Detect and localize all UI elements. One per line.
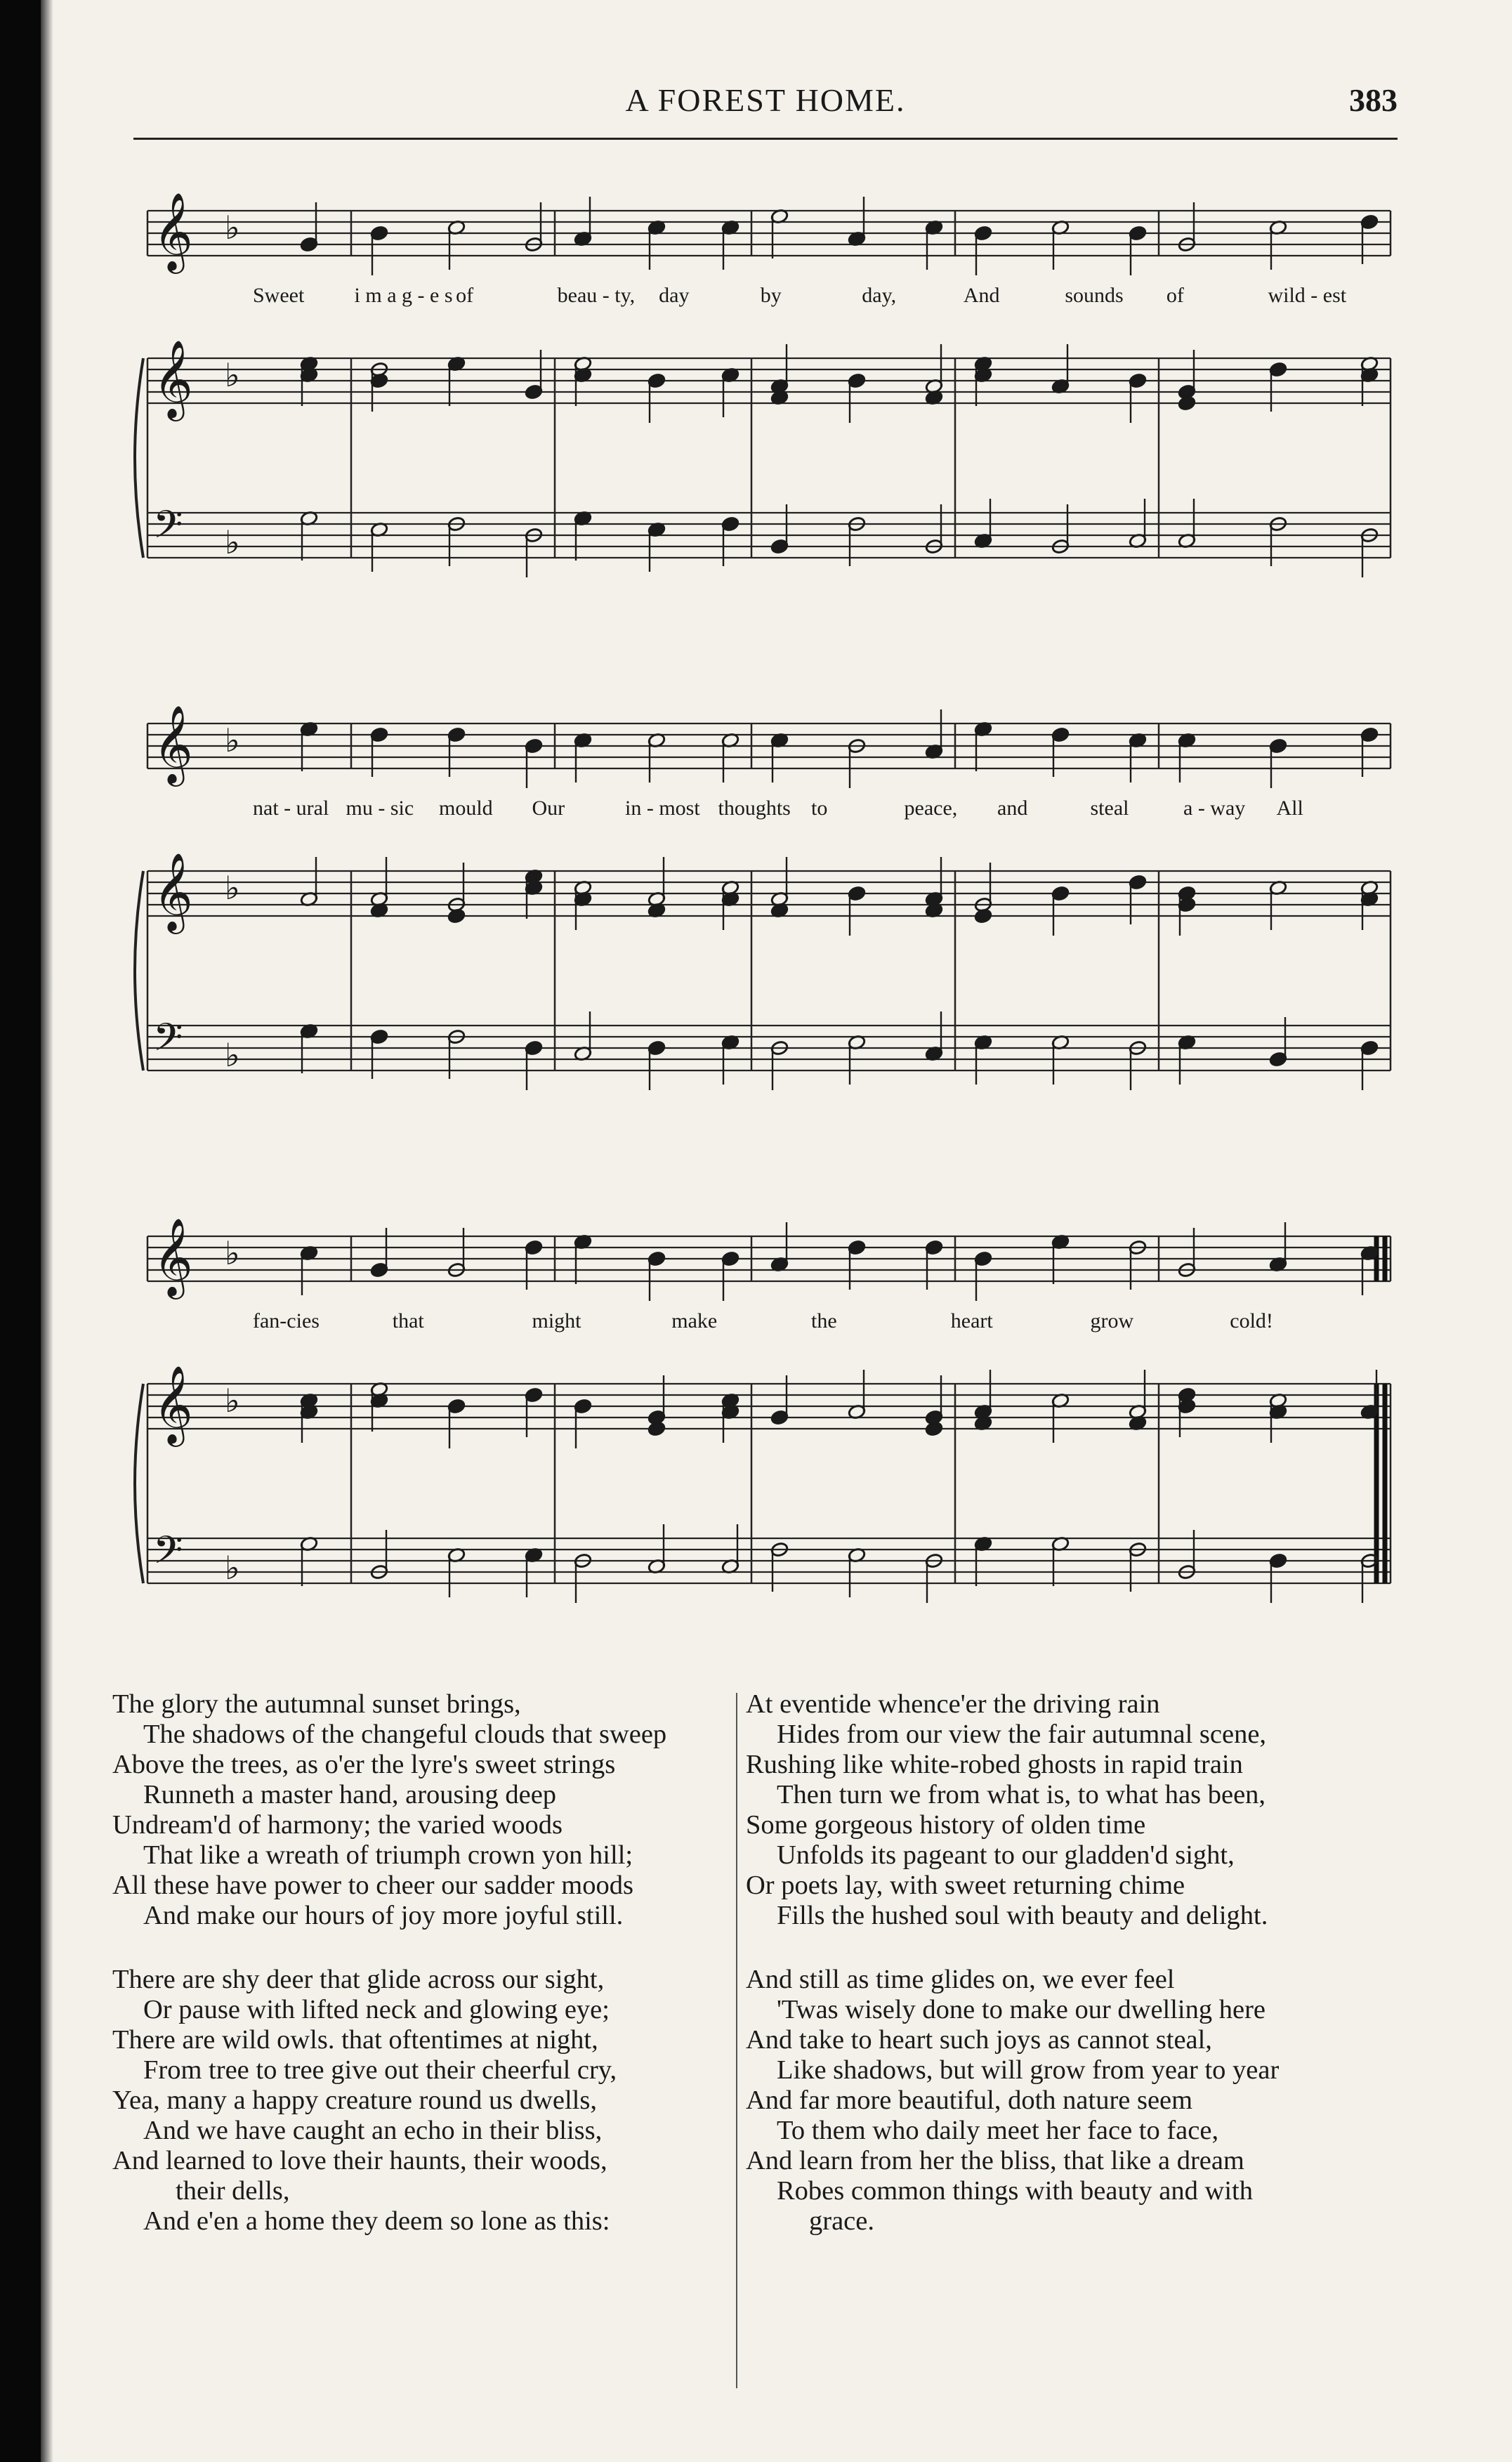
verse-line: Then turn we from what is, to what has been, — [777, 1780, 1266, 1809]
verse-line: Or poets lay, with sweet returning chime — [746, 1871, 1185, 1900]
treble-clef: 𝄞 — [153, 705, 193, 783]
verse-line: And we have caught an echo in their bliss, — [143, 2116, 603, 2145]
treble-clef: 𝄞 — [153, 1365, 193, 1443]
verse-column-left — [112, 1689, 744, 2270]
verse-line: And far more beautiful, doth nature seem — [746, 2086, 1193, 2115]
stanza — [746, 1689, 1378, 1931]
note-head — [974, 908, 992, 924]
gutter-shading — [41, 0, 53, 2462]
verse-line: Or pause with lifted neck and glowing eye; — [143, 1995, 610, 2024]
verse-line: And take to heart such joys as cannot steal, — [746, 2025, 1212, 2055]
note-head — [447, 908, 466, 924]
lyric-syllable: the — [811, 1309, 837, 1333]
stanza — [112, 1965, 744, 2237]
lyric-syllable: a - way — [1183, 797, 1246, 820]
verse-line: Some gorgeous history of olden time — [746, 1810, 1146, 1840]
lyric-syllable: make — [671, 1309, 718, 1333]
verse-line: The glory the autumnal sunset brings, — [112, 1689, 521, 1719]
verse-line: From tree to tree give out their cheerful cry, — [143, 2055, 617, 2085]
note-head — [647, 1421, 666, 1437]
lyric-syllable: by — [760, 284, 782, 307]
lyric-syllable: in - most — [625, 797, 700, 820]
lyric-syllable: that — [392, 1309, 424, 1333]
verse-line: Like shadows, but will grow from year to year — [777, 2055, 1280, 2085]
verse-line: And learned to love their haunts, their woods, — [112, 2146, 607, 2175]
poem-verses — [105, 1689, 1419, 2427]
lyric-syllable: and — [997, 797, 1028, 820]
lyric-syllable: of — [1166, 284, 1184, 307]
piano-brace — [135, 871, 143, 1070]
verse-line: Undream'd of harmony; the varied woods — [112, 1810, 563, 1840]
verse-line: Rushing like white-robed ghosts in rapid train — [746, 1750, 1243, 1779]
lyric-syllable: might — [532, 1309, 581, 1333]
lyric-syllable: All — [1276, 797, 1303, 820]
lyric-syllable: heart — [950, 1309, 993, 1333]
verse-line: All these have power to cheer our sadder moods — [112, 1871, 633, 1900]
verse-line: And make our hours of joy more joyful still. — [143, 1901, 624, 1930]
lyric-syllable: wild - est — [1268, 284, 1347, 307]
verse-line: Runneth a master hand, arousing deep — [143, 1780, 557, 1809]
lyric-syllable: Our — [532, 797, 565, 820]
key-signature-flat: ♭ — [225, 356, 240, 394]
key-signature-flat: ♭ — [225, 523, 240, 561]
verse-line: 'Twas wisely done to make our dwelling here — [777, 1995, 1266, 2024]
key-signature-flat: ♭ — [225, 1382, 240, 1420]
header-rule — [133, 138, 1398, 140]
stanza — [746, 1965, 1378, 2237]
lyric-syllable: Sweet — [253, 284, 305, 307]
bass-clef: 𝄢 — [153, 1015, 183, 1069]
treble-clef: 𝄞 — [153, 1217, 193, 1296]
lyric-syllable: peace, — [904, 797, 958, 820]
lyric-syllable: cold! — [1230, 1309, 1273, 1333]
lyric-syllable: day, — [862, 284, 897, 307]
music-score — [133, 148, 1405, 1665]
lyric-syllable: thoughts — [718, 797, 791, 820]
score-engraving — [133, 148, 1405, 1665]
verse-line: their dells, — [176, 2176, 290, 2206]
verse-line: The shadows of the changeful clouds that sweep — [143, 1720, 667, 1749]
bass-clef: 𝄢 — [153, 502, 183, 556]
lyric-syllable: i m a g - e s — [354, 284, 453, 307]
verse-line: There are wild owls. that oftentimes at night, — [112, 2025, 598, 2055]
note-head — [1178, 395, 1196, 412]
running-head — [133, 76, 1398, 139]
treble-clef: 𝄞 — [153, 852, 193, 931]
lyric-syllable: day — [659, 284, 690, 307]
verse-line: That like a wreath of triumph crown yon hill; — [143, 1840, 633, 1870]
key-signature-flat: ♭ — [225, 721, 240, 759]
verse-line: Yea, many a happy creature round us dwells, — [112, 2086, 597, 2115]
verse-line: And e'en a home they deem so lone as this: — [143, 2206, 610, 2236]
running-title: A FOREST HOME. — [625, 82, 906, 118]
page-number: 383 — [1349, 82, 1398, 118]
book-spine-shadow — [0, 0, 41, 2462]
key-signature-flat: ♭ — [225, 209, 240, 247]
verse-line: grace. — [809, 2206, 874, 2236]
verse-line: Unfolds its pageant to our gladden'd sight, — [777, 1840, 1235, 1870]
note-head — [925, 1421, 943, 1437]
verse-line: To them who daily meet her face to face, — [777, 2116, 1219, 2145]
treble-clef: 𝄞 — [153, 339, 193, 418]
piano-brace — [135, 358, 143, 558]
lyric-syllable: to — [811, 797, 828, 820]
lyric-syllable: of — [456, 284, 474, 307]
verse-line: At eventide whence'er the driving rain — [746, 1689, 1160, 1719]
key-signature-flat: ♭ — [225, 869, 240, 907]
verse-line: Robes common things with beauty and with — [777, 2176, 1253, 2206]
lyric-syllable: steal — [1090, 797, 1129, 820]
verse-line: And still as time glides on, we ever feel — [746, 1965, 1175, 1994]
column-divider — [736, 1693, 737, 2388]
lyric-syllable: beau - ty, — [557, 284, 636, 307]
lyric-syllable: grow — [1090, 1309, 1134, 1333]
lyric-syllable: sounds — [1065, 284, 1124, 307]
lyric-syllable: mu - sic — [346, 797, 414, 820]
verse-line: Above the trees, as o'er the lyre's sweet strings — [112, 1750, 616, 1779]
lyric-syllable: And — [963, 284, 1000, 307]
lyric-syllable: nat - ural — [253, 797, 329, 820]
lyric-syllable: fan-cies — [253, 1309, 320, 1333]
verse-line: There are shy deer that glide across our sight, — [112, 1965, 605, 1994]
stanza — [112, 1689, 744, 1931]
bass-clef: 𝄢 — [153, 1528, 183, 1582]
verse-column-right — [746, 1689, 1378, 2270]
verse-line: Fills the hushed soul with beauty and delight. — [777, 1901, 1268, 1930]
verse-line: And learn from her the bliss, that like a dream — [746, 2146, 1244, 2175]
key-signature-flat: ♭ — [225, 1549, 240, 1587]
piano-brace — [135, 1384, 143, 1583]
verse-line: Hides from our view the fair autumnal scene, — [777, 1720, 1267, 1749]
key-signature-flat: ♭ — [225, 1234, 240, 1272]
treble-clef: 𝄞 — [153, 192, 193, 270]
key-signature-flat: ♭ — [225, 1036, 240, 1074]
lyric-syllable: mould — [439, 797, 493, 820]
